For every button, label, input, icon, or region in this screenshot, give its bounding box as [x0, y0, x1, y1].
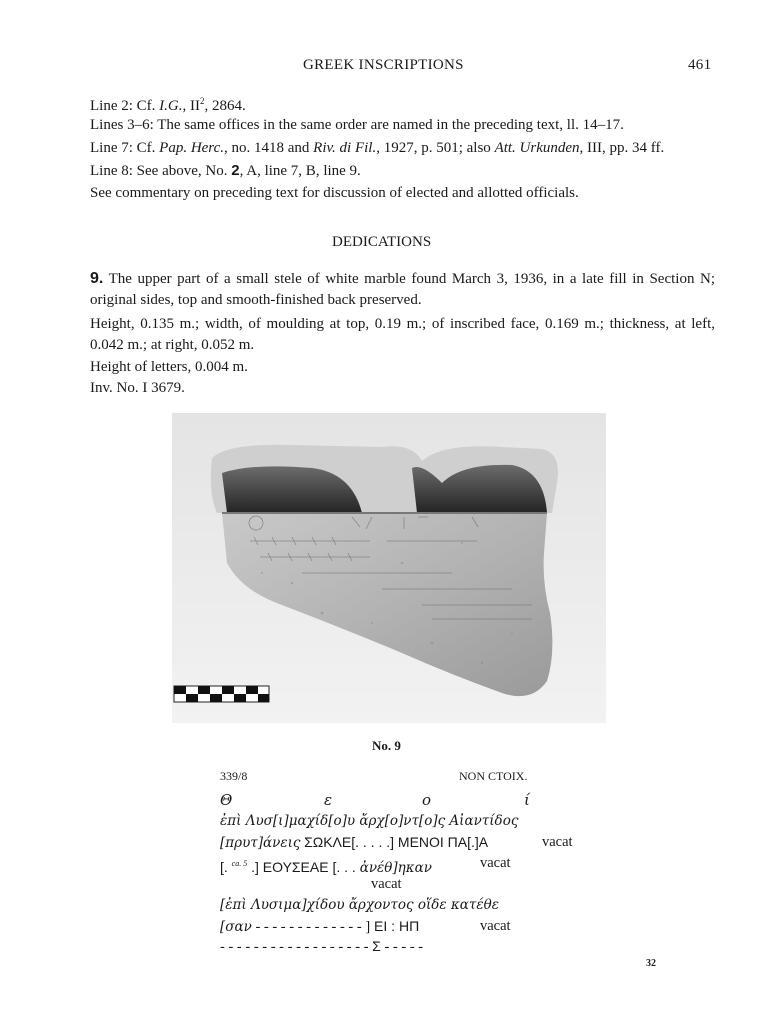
- note-line-7: Line 7: Cf. Pap. Herc., no. 1418 and Riv. di Fil., 1927, p. 501; also Att. Urkunden, III, pp. 34 ff.: [90, 140, 665, 156]
- inscription-line-1-theta: Θ: [220, 791, 233, 809]
- note-see-commentary: See commentary on preceding text for discussion of elected and allotted officials.: [90, 185, 579, 201]
- entry-dimensions: Height, 0.135 m.; width, of moulding at top, 0.19 m.; of inscribed face, 0.169 m.; thickness, at left, 0.042 m.; at right, 0.052 m.: [90, 316, 715, 353]
- inscription-line-7-vacat: vacat: [480, 918, 511, 934]
- figure-caption: No. 9: [372, 738, 401, 753]
- inscription-line-1-epsilon: ε: [324, 791, 333, 809]
- inscription-line-7: [σαν - - - - - - - - - - - - - ] ΕΙ : ΗΠ: [220, 918, 420, 935]
- scale-bar: [174, 686, 269, 702]
- stele-image: [172, 413, 606, 723]
- note-lines-3-6: Lines 3–6: The same offices in the same order are named in the preceding text, ll. 14–17.: [90, 117, 624, 133]
- page-number: 461: [688, 57, 712, 73]
- inscription-line-3-vacat: vacat: [542, 834, 573, 850]
- note-line-8: Line 8: See above, No. 2, A, line 7, B, line 9.: [90, 162, 361, 179]
- inscription-line-3: [πρυτ]άνεις ΣΩΚΛΕ[. . . . .] ΜΕΝΟΙ ΠΑ[.]Α: [220, 834, 489, 851]
- inscription-line-1-omicron: ο: [422, 791, 432, 809]
- entry-number: 9.: [90, 270, 104, 287]
- inscription-line-4: [. $^{ca. 5}$ .] ΕΟΥΣΕΑΕ [. . . ἀνέθ]ηκαν: [220, 858, 432, 876]
- entry-inventory: Inv. No. I 3679.: [90, 380, 185, 396]
- entry-letter-height: Height of letters, 0.004 m.: [90, 359, 248, 375]
- inscription-line-2: ἐπὶ Λυσ[ι]μαχίδ[ο]υ ἄρχ[ο]ντ[ο]ς Αἰαντίδος: [220, 813, 519, 829]
- note-line-2: Line 2: Cf. I.G., $II^2$, 2864.: [90, 96, 246, 114]
- running-header-title: GREEK INSCRIPTIONS: [303, 57, 464, 73]
- inscription-line-6: [ἐπὶ Λυσιμα]χίδου ἄρχοντος οἵδε κατέθε: [220, 897, 499, 913]
- inscription-line-8: - - - - - - - - - - - - - - - - - - Σ - - - - -: [220, 938, 424, 955]
- inscription-line-4-vacat: vacat: [480, 855, 511, 871]
- inscription-line-5-vacat: vacat: [371, 876, 402, 892]
- inscription-line-1-iota: ί: [524, 791, 530, 809]
- section-title: DEDICATIONS: [332, 234, 432, 250]
- signature-mark: 32: [646, 958, 656, 969]
- inscription-date: 339/8: [220, 769, 248, 783]
- inscription-style: NON CTOIX.: [459, 769, 528, 783]
- entry-description: 9. The upper part of a small stele of white marble found March 3, 1936, in a late fill in Section N; original sides, top and smooth-finished back preserved.: [90, 270, 715, 308]
- stele-photograph: [172, 413, 606, 723]
